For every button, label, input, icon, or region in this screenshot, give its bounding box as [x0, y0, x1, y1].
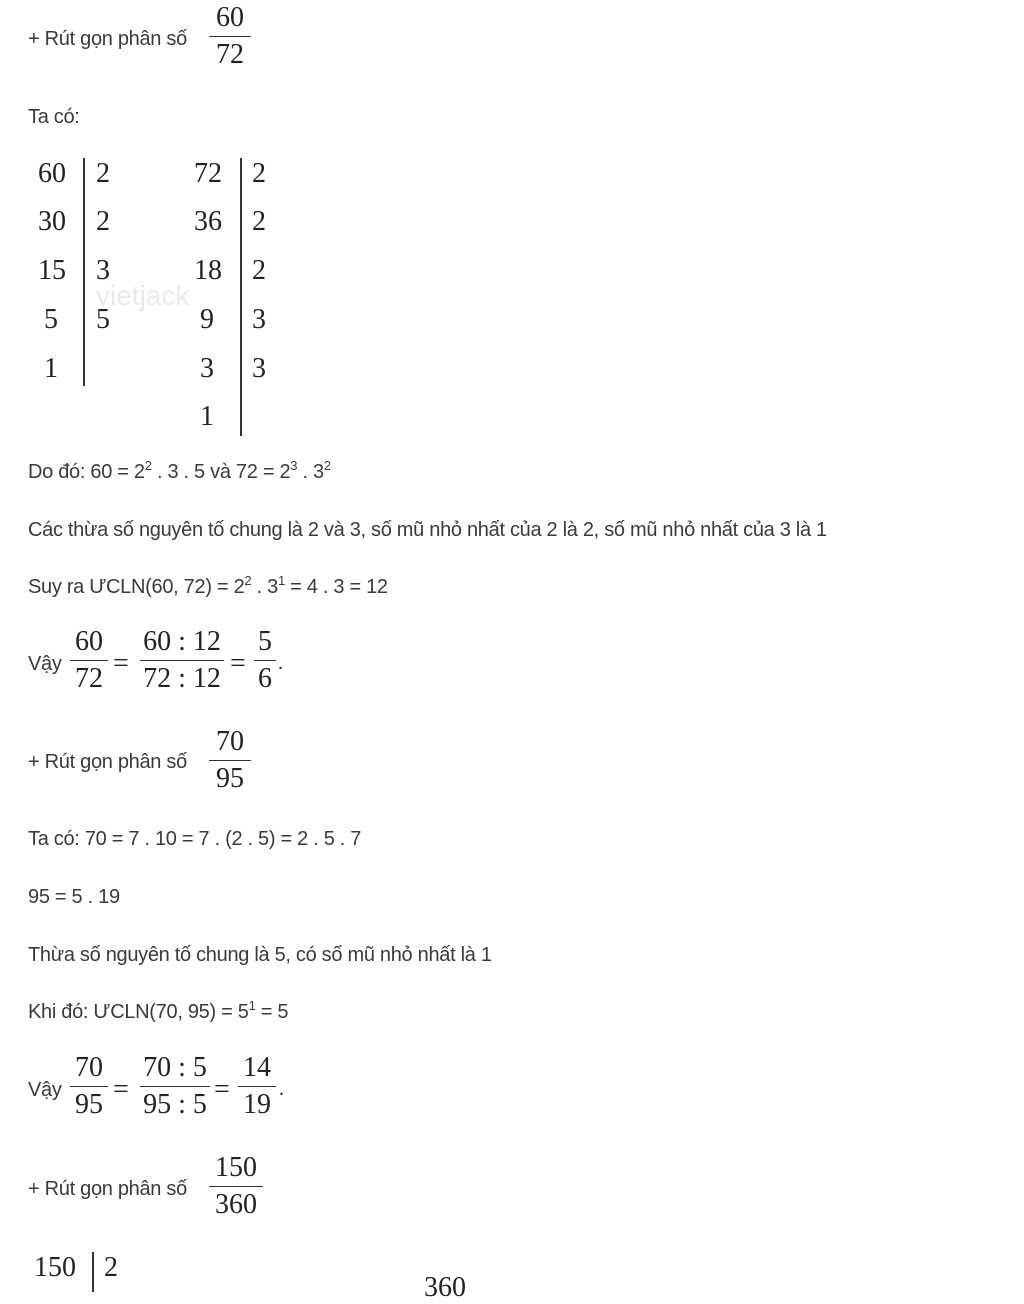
table-a-right-1: 2 — [96, 206, 110, 237]
table-a-right-2: 3 — [96, 255, 110, 286]
section2-vay-eq1: = — [113, 1074, 129, 1105]
table-b-left-5: 1 — [200, 401, 214, 432]
section2-line1: Ta có: 70 = 7 . 10 = 7 . (2 . 5) = 2 . 5 . 7 — [28, 828, 362, 850]
table-b-right-2: 2 — [252, 255, 266, 286]
table-a-left-1: 30 — [38, 206, 66, 237]
table-a-left-4: 1 — [44, 353, 58, 384]
table-a-left-2: 15 — [38, 255, 66, 286]
section3-fraction: 150 360 — [209, 1152, 263, 1221]
section2-vay-frac1: 70 95 — [70, 1052, 108, 1121]
section2-vay-label: Vậy — [28, 1079, 62, 1101]
section1-do-do: Do đó: $60 = 2^2$ . 3 . 5 và $72 = 2^3$ . $3^2$ — [28, 458, 331, 483]
table-b-left-0: 72 — [194, 158, 222, 189]
section2-fraction: 70 95 — [209, 726, 251, 795]
table-c-divider — [92, 1252, 94, 1292]
section1-vay-eq1: = — [113, 648, 129, 679]
section1-vay-dot: . — [278, 652, 283, 674]
table-a-left-0: 60 — [38, 158, 66, 189]
section2-vay-frac3: 14 19 — [238, 1052, 276, 1121]
table-b-left-4: 3 — [200, 353, 214, 384]
table-c-right-0: 2 — [104, 1252, 118, 1283]
section2-gcd: Khi đó: ƯCLN(70, $95) = 5^1 = 5$ — [28, 998, 289, 1023]
table-c-left-0: 150 — [34, 1252, 76, 1283]
table-b-left-3: 9 — [200, 304, 214, 335]
table-a-right-0: 2 — [96, 158, 110, 189]
section1-heading: + Rút gọn phân số — [28, 28, 187, 50]
section1-gcd: Suy ra ƯCLN(60, $72) = 2^2$ . $3^1 = 4$ . 3 = 12 — [28, 573, 388, 598]
table-b-right-1: 2 — [252, 206, 266, 237]
section1-vay-eq2: = — [230, 648, 246, 679]
section1-vay-label: Vậy — [28, 653, 62, 675]
section1-vay-frac2: 60 : 12 72 : 12 — [140, 626, 224, 695]
table-b-right-3: 3 — [252, 304, 266, 335]
watermark: vietjack — [96, 280, 190, 311]
table-a-divider — [83, 158, 85, 386]
section1-vay-frac3: 5 6 — [254, 626, 276, 695]
table-b-divider — [240, 158, 242, 436]
section3-heading: + Rút gọn phân số — [28, 1178, 187, 1200]
section2-vay-dot: . — [279, 1078, 284, 1100]
table-a-left-3: 5 — [44, 304, 58, 335]
section2-line3: Thừa số nguyên tố chung là 5, có số mũ nhỏ nhất là 1 — [28, 944, 492, 966]
section2-line2: 95 = 5 . 19 — [28, 886, 120, 908]
section2-vay-eq2: = — [214, 1074, 230, 1105]
section1-common-factors: Các thừa số nguyên tố chung là 2 và 3, số mũ nhỏ nhất của 2 là 2, số mũ nhỏ nhất của 3 là 1 — [28, 519, 827, 541]
section1-vay-frac1: 60 72 — [70, 626, 108, 695]
table-b-right-4: 3 — [252, 353, 266, 384]
section1-ta-co: Ta có: — [28, 106, 80, 128]
section1-fraction: 60 72 — [209, 2, 251, 71]
table-b-right-0: 2 — [252, 158, 266, 189]
table-a-right-3: 5 — [96, 304, 110, 335]
table-c-cut-number: 360 — [424, 1272, 466, 1303]
table-b-left-2: 18 — [194, 255, 222, 286]
section2-heading: + Rút gọn phân số — [28, 751, 187, 773]
section2-vay-frac2: 70 : 5 95 : 5 — [140, 1052, 210, 1121]
table-b-left-1: 36 — [194, 206, 222, 237]
